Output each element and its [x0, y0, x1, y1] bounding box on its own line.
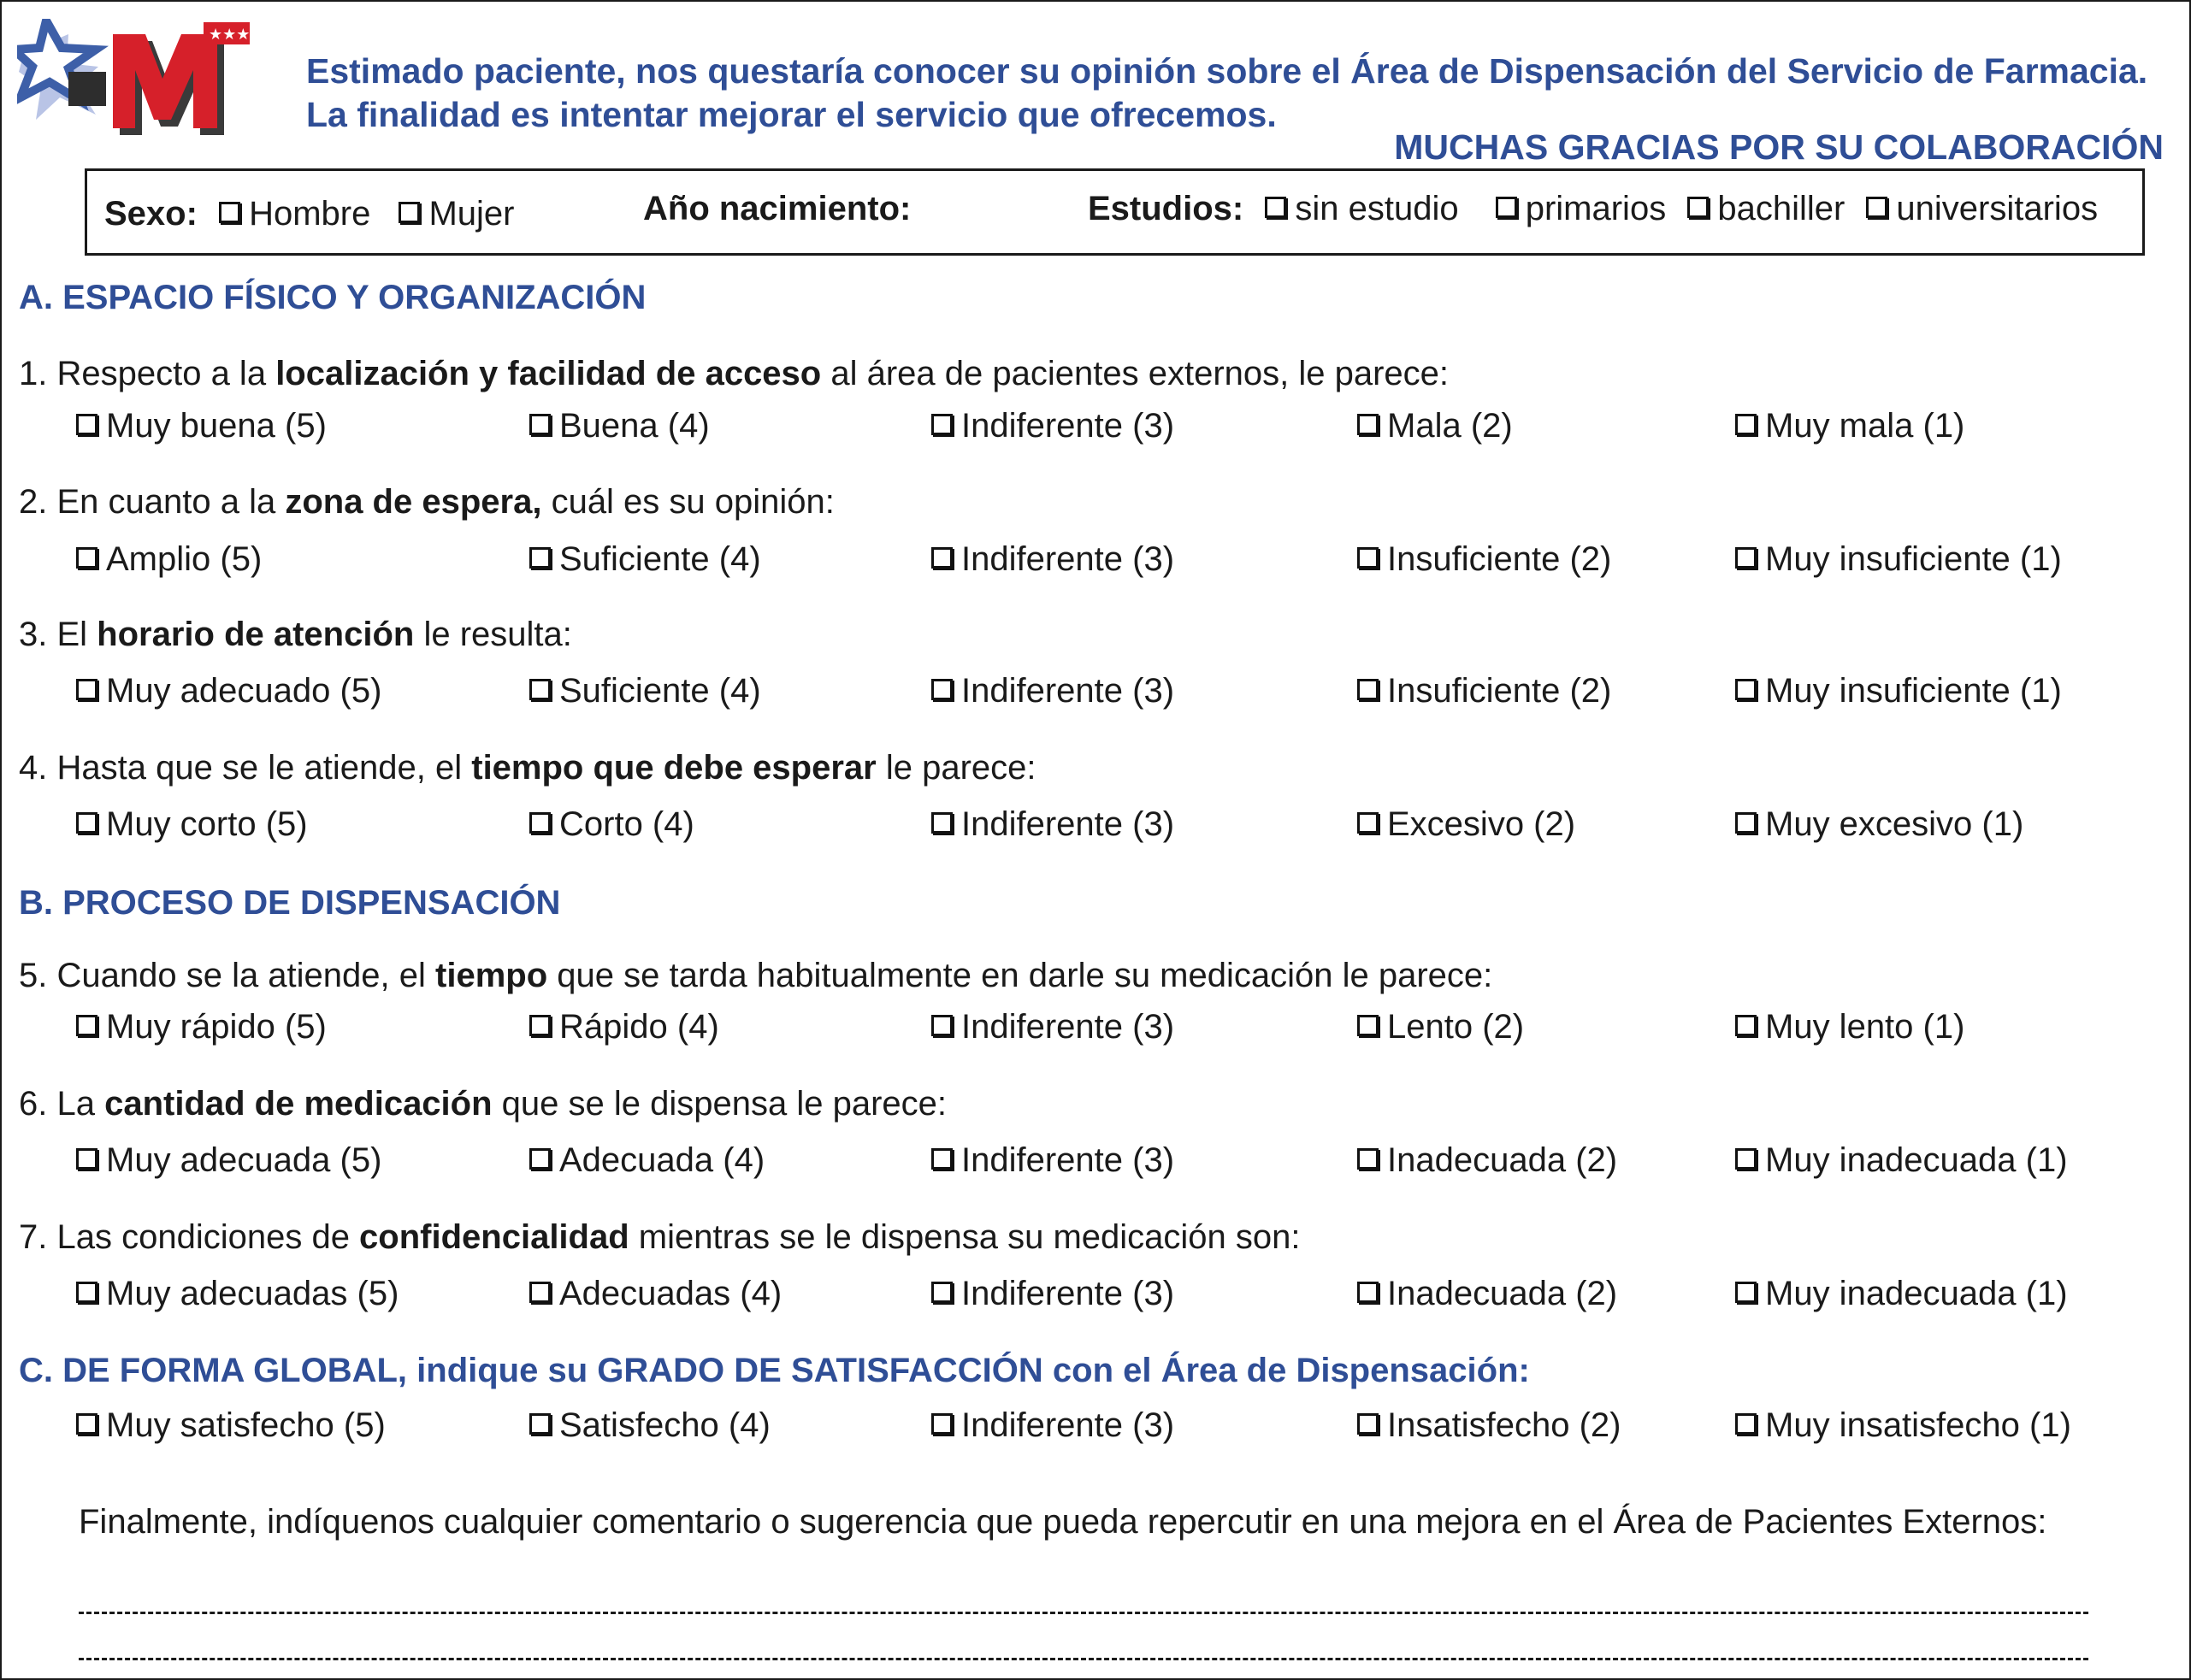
- q7-post: mientras se le dispensa su medicación son:: [629, 1218, 1301, 1256]
- checkbox-icon[interactable]: [1735, 1148, 1757, 1170]
- option-label: Indiferente (3): [961, 672, 1175, 710]
- q2-post: cuál es su opinión:: [541, 483, 835, 521]
- option-label: Adecuada (4): [559, 1141, 765, 1179]
- option-label: Muy corto (5): [106, 805, 308, 843]
- svg-text:★★★: ★★★: [209, 26, 251, 44]
- global-option-2[interactable]: [1357, 1405, 1621, 1446]
- checkbox-icon[interactable]: [1735, 547, 1757, 569]
- question-1: [19, 353, 1449, 394]
- checkbox-icon[interactable]: [931, 1413, 953, 1435]
- option-label: Adecuadas (4): [559, 1275, 782, 1312]
- q3-pre: 3. El: [19, 616, 97, 653]
- option-label: Muy adecuada (5): [106, 1141, 382, 1179]
- question-3: [19, 614, 572, 655]
- checkbox-icon[interactable]: [529, 1015, 551, 1036]
- q6-pre: 6. La: [19, 1085, 105, 1123]
- q1-option-5[interactable]: [76, 405, 327, 446]
- option-label: Amplio (5): [106, 540, 263, 578]
- option-label: Insatisfecho (2): [1387, 1406, 1621, 1444]
- q5-pre: 5. Cuando se la atiende, el: [19, 957, 436, 994]
- checkbox-icon[interactable]: [1357, 414, 1379, 435]
- estudios-universitarios-checkbox[interactable]: [1866, 197, 1887, 218]
- comment-line-1[interactable]: [79, 1612, 2088, 1614]
- q5-post: que se tarda habitualmente en darle su medicación le parece:: [547, 957, 1493, 994]
- option-label: Excesivo (2): [1387, 805, 1576, 843]
- question-5: [19, 955, 1492, 996]
- option-label: Insuficiente (2): [1387, 540, 1612, 578]
- checkbox-icon[interactable]: [1357, 1413, 1379, 1435]
- option-label: Inadecuada (2): [1387, 1275, 1618, 1312]
- checkbox-icon[interactable]: [1357, 812, 1379, 834]
- q7-option-2[interactable]: [1357, 1273, 1617, 1314]
- option-label: Inadecuada (2): [1387, 1141, 1618, 1179]
- q3-bold: horario de atención: [97, 616, 415, 653]
- option-label: Muy insatisfecho (1): [1765, 1406, 2071, 1444]
- checkbox-icon[interactable]: [1357, 679, 1379, 700]
- checkbox-icon[interactable]: [1735, 1413, 1757, 1435]
- option-label: Indiferente (3): [961, 540, 1175, 578]
- sexo-mujer-label: Mujer: [428, 195, 515, 233]
- q3-option-5[interactable]: [76, 670, 381, 711]
- checkbox-icon[interactable]: [931, 1148, 953, 1170]
- q7-bold: confidencialidad: [359, 1218, 629, 1256]
- q1-option-4[interactable]: [529, 405, 710, 446]
- checkbox-icon[interactable]: [1357, 1015, 1379, 1036]
- q6-option-1[interactable]: [1735, 1140, 2068, 1181]
- q6-option-5[interactable]: [76, 1140, 381, 1181]
- q4-option-5[interactable]: [76, 804, 308, 845]
- q3-option-1[interactable]: [1735, 670, 2062, 711]
- q6-option-4[interactable]: [529, 1140, 765, 1181]
- option-label: Indiferente (3): [961, 1008, 1175, 1046]
- thanks-line: MUCHAS GRACIAS POR SU COLABORACIÓN: [1394, 127, 2164, 167]
- option-label: Indiferente (3): [961, 805, 1175, 843]
- q4-post: le parece:: [876, 749, 1036, 787]
- estudios-bachiller-checkbox[interactable]: [1687, 197, 1709, 218]
- q3-option-3[interactable]: [931, 670, 1174, 711]
- question-6: [19, 1083, 947, 1124]
- q2-option-4[interactable]: [529, 539, 761, 580]
- q3-post: le resulta:: [414, 616, 572, 653]
- q4-pre: 4. Hasta que se le atiende, el: [19, 749, 472, 787]
- option-label: Muy insuficiente (1): [1765, 540, 2062, 578]
- estudios-primarios-label: primarios: [1525, 190, 1667, 227]
- option-label: Corto (4): [559, 805, 694, 843]
- q5-option-5[interactable]: [76, 1006, 327, 1047]
- checkbox-icon[interactable]: [76, 679, 97, 700]
- q7-option-4[interactable]: [529, 1273, 782, 1314]
- q1-bold: localización y facilidad de acceso: [275, 355, 822, 392]
- checkbox-icon[interactable]: [1357, 1282, 1379, 1303]
- question-4: [19, 747, 1036, 788]
- option-label: Muy lento (1): [1765, 1008, 1965, 1046]
- checkbox-icon[interactable]: [1735, 414, 1757, 435]
- checkbox-icon[interactable]: [76, 1148, 97, 1170]
- checkbox-icon[interactable]: [76, 414, 97, 435]
- global-option-4[interactable]: [529, 1405, 771, 1446]
- q6-bold: cantidad de medicación: [104, 1085, 493, 1123]
- checkbox-icon[interactable]: [76, 1413, 97, 1435]
- option-label: Insuficiente (2): [1387, 672, 1612, 710]
- q2-option-1[interactable]: [1735, 539, 2062, 580]
- checkbox-icon[interactable]: [931, 414, 953, 435]
- global-option-1[interactable]: [1735, 1405, 2071, 1446]
- q7-option-1[interactable]: [1735, 1273, 2068, 1314]
- checkbox-icon[interactable]: [529, 1148, 551, 1170]
- section-b-title: B. PROCESO DE DISPENSACIÓN: [19, 884, 561, 922]
- option-label: Buena (4): [559, 407, 710, 445]
- option-label: Indiferente (3): [961, 1406, 1175, 1444]
- estudios-bachiller-label: bachiller: [1717, 190, 1846, 227]
- question-2: [19, 481, 835, 522]
- option-label: Suficiente (4): [559, 672, 761, 710]
- header-line-2: La finalidad es intentar mejorar el servicio que ofrecemos.: [306, 95, 1277, 134]
- option-label: Muy inadecuada (1): [1765, 1275, 2068, 1312]
- checkbox-icon[interactable]: [529, 414, 551, 435]
- q1-pre: 1. Respecto a la: [19, 355, 276, 392]
- q6-option-2[interactable]: [1357, 1140, 1617, 1181]
- option-label: Muy rápido (5): [106, 1008, 327, 1046]
- option-label: Indiferente (3): [961, 1275, 1175, 1312]
- checkbox-icon[interactable]: [529, 679, 551, 700]
- checkbox-icon[interactable]: [76, 1015, 97, 1036]
- checkbox-icon[interactable]: [931, 547, 953, 569]
- sexo-label: Sexo:: [104, 195, 198, 233]
- option-label: Indiferente (3): [961, 1141, 1175, 1179]
- section-c-title: C. DE FORMA GLOBAL, indique su GRADO DE SATISFACCIÓN con el Área de Dispensación:: [19, 1352, 1530, 1389]
- q1-option-1[interactable]: [1735, 405, 1964, 446]
- option-label: Muy adecuado (5): [106, 672, 382, 710]
- header-line-1: Estimado paciente, nos questaría conocer su opinión sobre el Área de Dispensación del Servicio de Farmacia.: [306, 51, 2148, 91]
- option-label: Mala (2): [1387, 407, 1513, 445]
- q7-option-5[interactable]: [76, 1273, 399, 1314]
- option-label: Muy mala (1): [1765, 407, 1965, 445]
- final-comment-prompt: Finalmente, indíquenos cualquier comentario o sugerencia que pueda repercutir en una mejora en el Área de Pacientes Externos:: [79, 1503, 2047, 1541]
- global-option-5[interactable]: [76, 1405, 386, 1446]
- q2-bold: zona de espera,: [285, 483, 542, 521]
- checkbox-icon[interactable]: [1735, 1282, 1757, 1303]
- estudios-sin-checkbox[interactable]: [1265, 197, 1286, 218]
- q1-post: al área de pacientes externos, le parece:: [821, 355, 1450, 392]
- q2-option-3[interactable]: [931, 539, 1174, 580]
- checkbox-icon[interactable]: [1735, 1015, 1757, 1036]
- checkbox-icon[interactable]: [76, 812, 97, 834]
- checkbox-icon[interactable]: [1357, 547, 1379, 569]
- checkbox-icon[interactable]: [529, 1413, 551, 1435]
- q4-option-4[interactable]: [529, 804, 694, 845]
- option-label: Muy buena (5): [106, 407, 327, 445]
- estudios-primarios-checkbox[interactable]: [1496, 197, 1517, 218]
- checkbox-icon[interactable]: [931, 1015, 953, 1036]
- option-label: Muy adecuadas (5): [106, 1275, 399, 1312]
- q2-pre: 2. En cuanto a la: [19, 483, 286, 521]
- option-label: Rápido (4): [559, 1008, 719, 1046]
- estudios-sin-label: sin estudio: [1295, 190, 1459, 227]
- q2-option-5[interactable]: [76, 539, 262, 580]
- option-label: Indiferente (3): [961, 407, 1175, 445]
- comment-line-2[interactable]: [79, 1658, 2088, 1660]
- q5-bold: tiempo: [435, 957, 548, 994]
- q3-option-2[interactable]: [1357, 670, 1611, 711]
- q5-option-2[interactable]: [1357, 1006, 1524, 1047]
- option-label: Muy insuficiente (1): [1765, 672, 2062, 710]
- q1-option-2[interactable]: [1357, 405, 1513, 446]
- option-label: Muy inadecuada (1): [1765, 1141, 2068, 1179]
- year-label-text: Año nacimiento:: [643, 190, 912, 227]
- option-label: Suficiente (4): [559, 540, 761, 578]
- sexo-group: [104, 193, 514, 234]
- option-label: Satisfecho (4): [559, 1406, 771, 1444]
- madrid-star-logo-icon: [17, 19, 261, 139]
- checkbox-icon[interactable]: [76, 547, 97, 569]
- section-a-title: A. ESPACIO FÍSICO Y ORGANIZACIÓN: [19, 279, 647, 316]
- sexo-hombre-label: Hombre: [249, 195, 371, 233]
- q4-option-1[interactable]: [1735, 804, 2023, 845]
- q5-option-4[interactable]: [529, 1006, 719, 1047]
- checkbox-icon[interactable]: [76, 1282, 97, 1303]
- estudios-universitarios-label: universitarios: [1896, 190, 2099, 227]
- q2-option-2[interactable]: [1357, 539, 1611, 580]
- global-option-3[interactable]: [931, 1405, 1174, 1446]
- checkbox-icon[interactable]: [529, 812, 551, 834]
- q5-option-3[interactable]: [931, 1006, 1174, 1047]
- q6-option-3[interactable]: [931, 1140, 1174, 1181]
- q3-option-4[interactable]: [529, 670, 761, 711]
- checkbox-icon[interactable]: [1357, 1148, 1379, 1170]
- checkbox-icon[interactable]: [1735, 679, 1757, 700]
- option-label: Muy excesivo (1): [1765, 805, 2024, 843]
- q6-post: que se le dispensa le parece:: [492, 1085, 948, 1123]
- q4-option-2[interactable]: [1357, 804, 1575, 845]
- estudios-label: Estudios:: [1088, 190, 1244, 227]
- q7-option-3[interactable]: [931, 1273, 1174, 1314]
- checkbox-icon[interactable]: [529, 547, 551, 569]
- sexo-mujer-checkbox[interactable]: [399, 202, 420, 223]
- option-label: Lento (2): [1387, 1008, 1525, 1046]
- q1-option-3[interactable]: [931, 405, 1174, 446]
- q4-option-3[interactable]: [931, 804, 1174, 845]
- option-label: Muy satisfecho (5): [106, 1406, 386, 1444]
- question-7: [19, 1217, 1301, 1258]
- checkbox-icon[interactable]: [931, 1282, 953, 1303]
- checkbox-icon[interactable]: [1735, 812, 1757, 834]
- demographics-box: [85, 168, 2145, 256]
- estudios-group: [1088, 188, 2098, 229]
- checkbox-icon[interactable]: [529, 1282, 551, 1303]
- checkbox-icon[interactable]: [931, 812, 953, 834]
- sexo-hombre-checkbox[interactable]: [219, 202, 240, 223]
- q7-pre: 7. Las condiciones de: [19, 1218, 360, 1256]
- checkbox-icon[interactable]: [931, 679, 953, 700]
- q4-bold: tiempo que debe esperar: [471, 749, 877, 787]
- year-label: [643, 188, 911, 229]
- q5-option-1[interactable]: [1735, 1006, 1964, 1047]
